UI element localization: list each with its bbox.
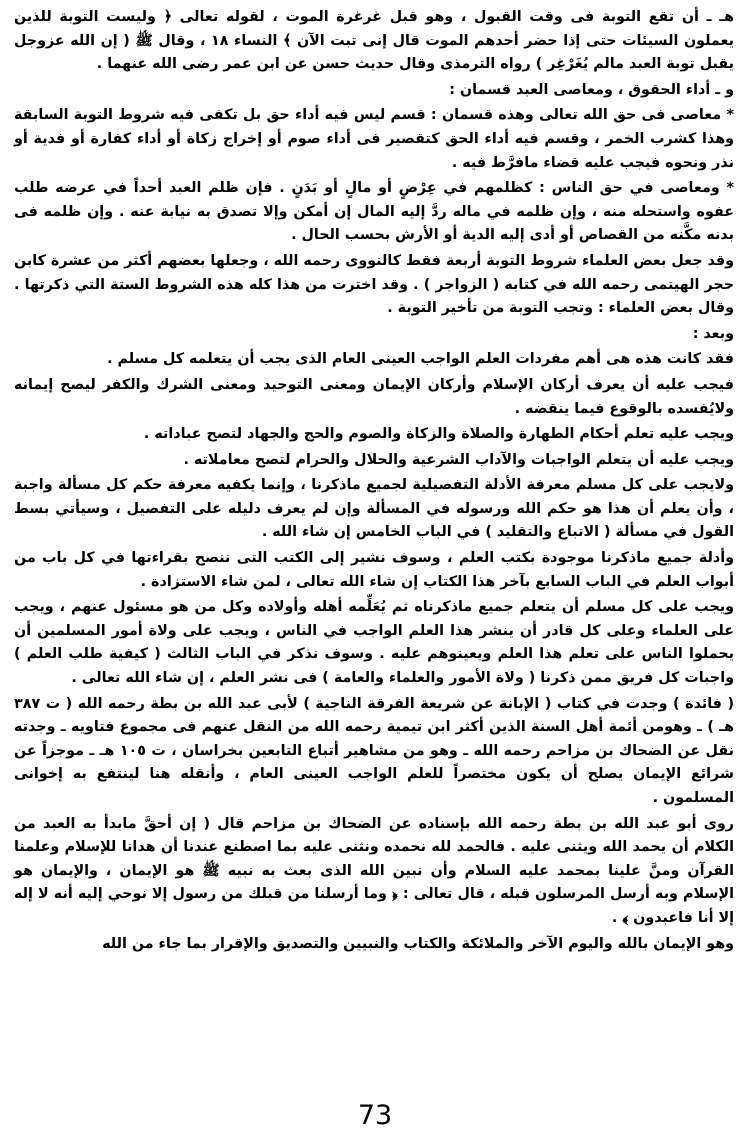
page-body [14, 6, 734, 958]
paragraph-sins-against-god: * معاصى فى حق الله تعالى وهذه قسمان : قسم ليس فيه أداء حق بل تكفى فيه شروط التوبة السابقة وهذا كشرب الخمر ، وقسم فيه أداء الحق كتقصير فى أداء صوم أو إخراج زكاة أو أداء كفارة أو فدية أو نذر ونحوه فيجب عليه قضاء مافرَّط فيه . [14, 107, 734, 171]
paragraph-teaching-duty: ويجب على كل مسلم أن يتعلم جميع ماذكرناه ثم يُعَلِّمه أهله وأولاده وكل من هو مسئول عنهم ، ويجب على العلماء وعلى كل قادر أن ينشر هذا العلم الواجب في الناس ، ويجب على ولاة أمور المسلمين أن يحملوا الناس على تعلم هذا العلم ويعينوهم عليه . وسوف نذكر في الباب الثالث ( كيفية طلب العلم ) واجبات كل فريق ممن ذكرنا ( ولاة الأمور والعلماء والعامة ) فى نشر العلم ، إن شاء الله تعالى . [14, 599, 734, 687]
paragraph-pillars: فيجب عليه أن يعرف أركان الإسلام وأركان الإيمان ومعنى التوحيد ومعنى الشرك والكفر ليصح إيمانه ولايُفسده بالوقوع فيما ينقضه . [14, 376, 734, 417]
page-number: 73 [357, 1100, 393, 1131]
paragraph-transactions: ويجب عليه أن يتعلم الواجبات والآداب الشرعية والحلال والحرام لتصح معاملاته . [183, 451, 734, 468]
paragraph-scholars-conditions: وقد جعل بعض العلماء شروط التوبة أربعة فقط كالنووى رحمه الله ، وجعلها بعضهم أكثر من عشرة كابن حجر الهيتمى رحمه الله في كتابه ( الزواجر ) . وقد اخترت من هذا كله هذه الشروط الستة التي ذكرتها . وقال بعض العلماء : وتجب التوبة من تأخير التوبة . [14, 252, 734, 317]
paragraph-sins-against-people: * ومعاصى في حق الناس : كظلمهم في عِرْضٍ أو مالٍ أو بَدَنٍ . فإن ظلم العبد أحداً في عرضه طلب عفوه واستحله منه ، وإن ظلمه في ماله ردَّ إليه المال إن أمكن وإلا تصدق به نيابة عنه . وإن ظلمه فى بدنه مكَّنه من القصاص أو أدى إليه الدية أو الأرش بحسب الحال . [14, 180, 734, 244]
paragraph-rights: و ـ أداء الحقوق ، ومعاصى العبد قسمان : [449, 81, 734, 98]
paragraph-detailed-evidence: ولايجب على كل مسلم معرفة الأدلة التفصيلية لجميع ماذكرنا ، وإنما يكفيه معرفة حكم كل مسألة واجبة ، وأن يعلم أن هذا هو حكم الله ورسوله في المسألة وإن لم يعرف دليله على التفصيل ، وسيأتي بسط القول في مسألة ( الاتباع والتقليد ) في الباب الخامس إن شاء الله . [14, 477, 734, 541]
paragraph-faith-definition: وهو الإيمان بالله واليوم الآخر والملائكة والكتاب والنبيين والتصديق والإقرار بما جاء من الله [102, 935, 734, 952]
paragraph-benefit-note: ( فائدة ) وجدت في كتاب ( الإبانة عن شريعة الفرقة الناجية ) لأبى عبد الله بن بطة رحمه الله ( ت ٣٨٧ هـ ) ـ وهومن أئمة أهل السنة الذين أكثر ابن تيمية رحمه الله من النقل عنهم فى مجموع فتاويه ـ وجدته نقل عن الضحاك بن مزاحم رحمه الله ـ وهو من مشاهير أتباع التابعين بخراسان ، ت ١٠٥ هـ ـ موجزاً عن شرائع الإيمان يصلح أن يكون مختصراً للعلم الواجب العينى العام ، وأنقله هنا لينتفع به إخوانى المسلمون . [14, 695, 734, 806]
paragraph-repentance-time: هـ ـ أن تقع التوبة فى وقت القبول ، وهو قبل غرغرة الموت ، لقوله تعالى ﴿ وليست التوبة للذين يعملون السيئات حتى إذا حضر أحدهم الموت قال إنى تبت الآن ﴾ النساء ١٨ ، وقال ﷺ ( إن الله عزوجل يقبل توبة العبد مالم يُغَرْغِر ) رواه الترمذى وقال حديث حسن عن ابن عمر رضى الله عنهما . [14, 9, 734, 73]
paragraph-worship-rulings: ويجب عليه تعلم أحكام الطهارة والصلاة والزكاة والصوم والحج والجهاد لتصح عباداته . [143, 426, 734, 443]
paragraph-heading-then: وبعد : [692, 325, 734, 342]
paragraph-books-reference: وأدلة جميع ماذكرنا موجودة بكتب العلم ، وسوف نشير إلى الكتب التى ننصح بقراءتها في كل باب من أبواب العلم في الباب السابع بآخر هذا الكتاب إن شاء الله تعالى ، لمن شاء الاستزادة . [14, 550, 734, 590]
paragraph-dahhak-narration: روى أبو عبد الله بن بطة رحمه الله بإسناده عن الضحاك بن مزاحم قال ( إن أحقَّ مابدأ به العبد من الكلام أن يحمد الله ويثنى عليه . فالحمد لله نحمده ونثنى عليه بما اصطنع عندنا أن هدانا للإسلام وعلمنا القرآن ومنَّ علينا بمحمد عليه السلام وأن نبين الله الذى بعث به نبيه ﷺ هو الإيمان ، والإيمان هو الإسلام وبه أرسل المرسلون قبله ، قال تعالى : ﴿ وما أرسلنا من قبلك من رسول إلا نوحي إليه أنه لا إله إلا أنا فاعبدون ﴾ . [14, 815, 734, 926]
paragraph-obligatory-knowledge: فقد كانت هذه هى أهم مفردات العلم الواجب العينى العام الذى يجب أن يتعلمه كل مسلم . [107, 351, 734, 368]
